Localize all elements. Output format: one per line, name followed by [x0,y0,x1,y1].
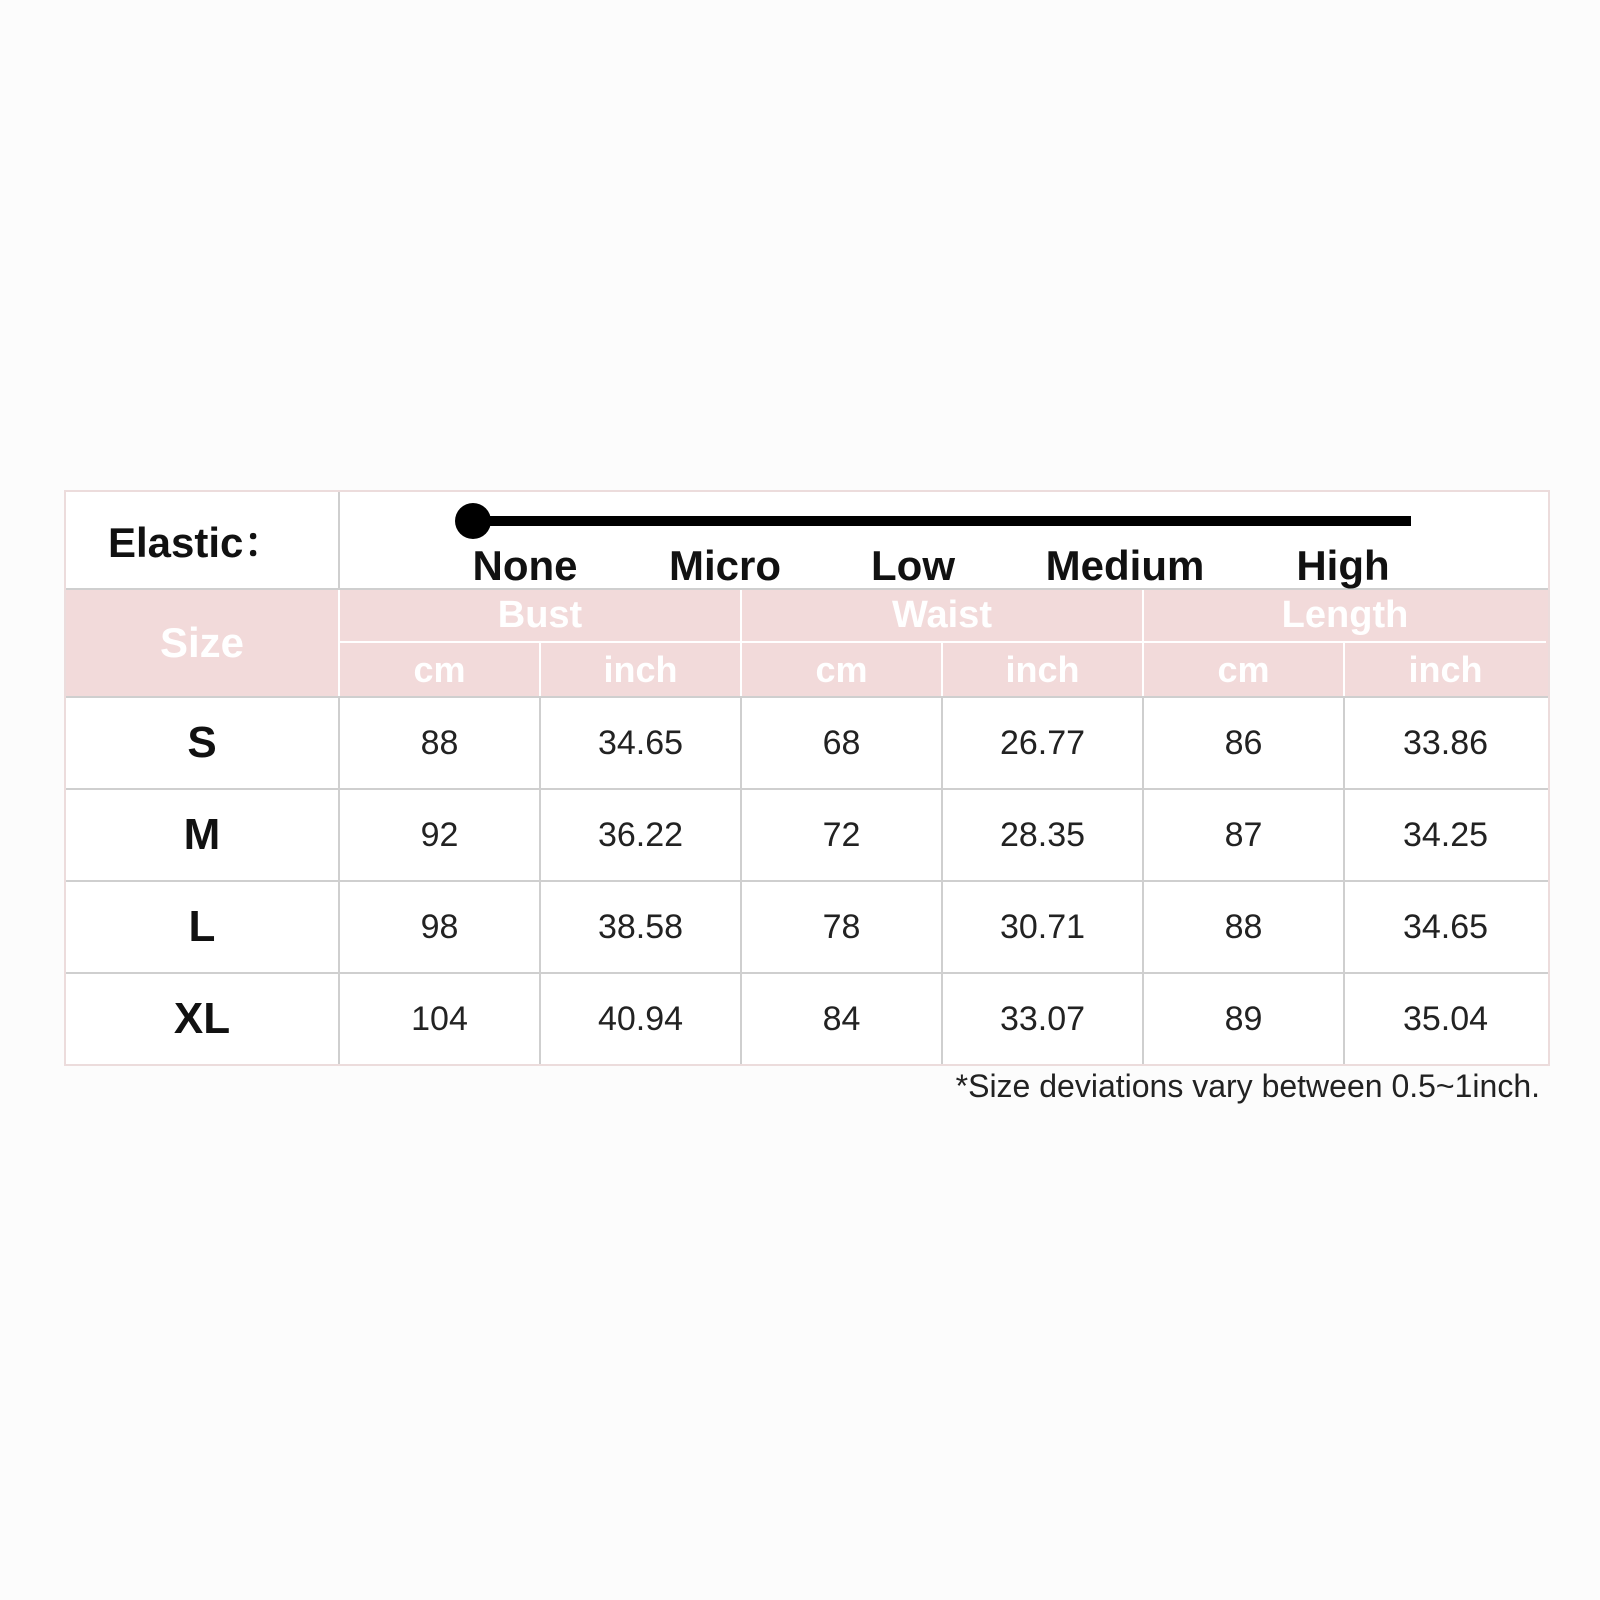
elastic-scale-track [473,516,1411,526]
table-row [66,696,1548,788]
table-cell: 92 [340,790,541,880]
table-row [66,972,1548,1064]
group-header-bust: Bust [340,590,742,643]
table-row [66,788,1548,880]
elastic-row [66,492,1548,590]
size-header: Size [66,590,340,696]
size-chart [64,490,1550,1066]
unit-header: inch [943,643,1144,696]
table-cell: 35.04 [1402,999,1489,1038]
group-header-waist: Waist [742,590,1144,643]
elastic-level-high: High [1296,542,1390,589]
table-cell: 28.35 [943,790,1144,880]
elastic-level-medium: Medium [1045,542,1205,589]
table-cell: 26.77 [943,698,1144,788]
table-cell: 34.65 [1402,907,1489,946]
elastic-level-micro: Micro [668,542,782,589]
table-cell: 34.65 [541,698,742,788]
unit-header: cm [742,643,943,696]
elastic-level-low: Low [871,542,955,589]
table-cell: 72 [742,790,943,880]
table-row [66,880,1548,972]
table-cell: 78 [742,882,943,972]
table-cell: 38.58 [541,882,742,972]
unit-header: inch [541,643,742,696]
elastic-label: Elastic： [66,492,340,588]
table-cell: 98 [340,882,541,972]
table-cell: 40.94 [541,974,742,1064]
table-cell: 89 [1144,974,1345,1064]
group-header-length: Length [1144,590,1546,643]
elastic-level-none: None [472,542,578,589]
table-cell: 104 [340,974,541,1064]
table-cell: 33.86 [1402,723,1489,762]
table-cell: 88 [1144,882,1345,972]
table-cell: 36.22 [541,790,742,880]
size-label: M [66,790,340,880]
table-cell: 33.07 [943,974,1144,1064]
size-label: XL [66,974,340,1064]
table-header [66,590,1548,696]
unit-header: cm [340,643,541,696]
elastic-scale [340,492,1548,588]
table-cell: 68 [742,698,943,788]
table-cell: 88 [340,698,541,788]
table-cell: 86 [1144,698,1345,788]
table-cell: 87 [1144,790,1345,880]
unit-header: cm [1144,643,1345,696]
size-label: S [66,698,340,788]
unit-header: inch [1408,648,1483,690]
table-cell: 30.71 [943,882,1144,972]
table-cell: 34.25 [1402,815,1489,854]
table-cell: 84 [742,974,943,1064]
size-label: L [66,882,340,972]
elastic-scale-knob [455,503,491,539]
size-deviation-note: *Size deviations vary between 0.5~1inch. [955,1068,1540,1104]
